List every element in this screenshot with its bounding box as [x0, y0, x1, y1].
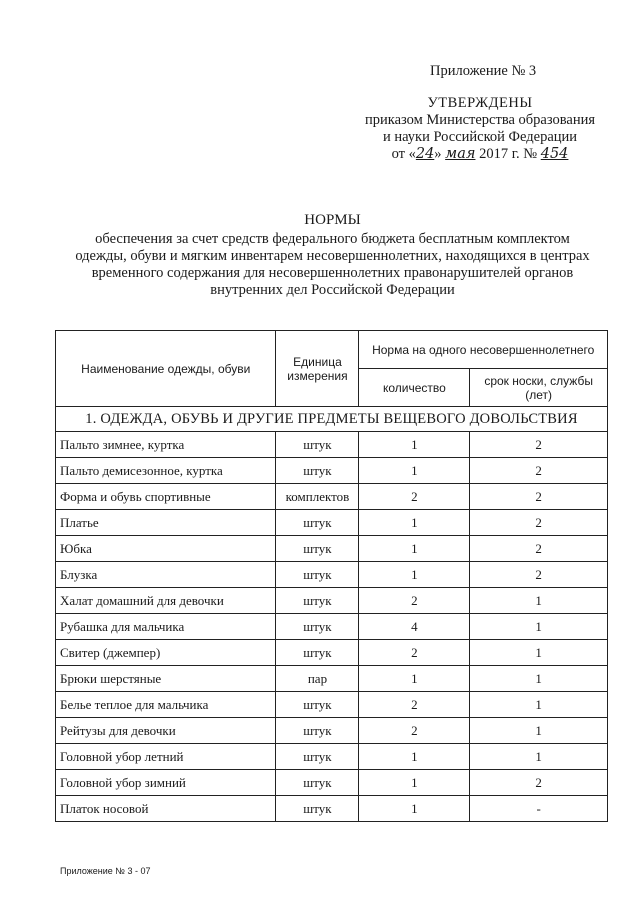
appendix-label: Приложение № 3 [430, 63, 537, 79]
item-term: 1 [470, 692, 608, 718]
item-quantity: 2 [359, 640, 470, 666]
item-term: 2 [470, 770, 608, 796]
item-quantity: 1 [359, 510, 470, 536]
table-row [56, 432, 608, 458]
item-unit: штук [276, 770, 359, 796]
item-unit: штук [276, 562, 359, 588]
item-unit: штук [276, 718, 359, 744]
item-quantity: 1 [359, 562, 470, 588]
document-title [40, 212, 625, 299]
item-name: Халат домашний для девочки [56, 588, 276, 614]
item-name: Белье теплое для мальчика [56, 692, 276, 718]
item-term: 1 [470, 614, 608, 640]
item-quantity: 1 [359, 796, 470, 822]
header-name: Наименование одежды, обуви [56, 331, 276, 407]
table-row [56, 510, 608, 536]
table-row [56, 484, 608, 510]
item-quantity: 1 [359, 744, 470, 770]
item-term: 1 [470, 718, 608, 744]
item-unit: штук [276, 458, 359, 484]
footer-label: Приложение № 3 - 07 [60, 866, 151, 876]
item-name: Юбка [56, 536, 276, 562]
table-row [56, 666, 608, 692]
title-line-2: одежды, обуви и мягким инвентарем несовершеннолетних, находящихся в центрах [75, 248, 590, 264]
item-name: Пальто зимнее, куртка [56, 432, 276, 458]
table-row [56, 796, 608, 822]
title-line-3: временного содержания для несовершеннолетних правонарушителей органов [91, 265, 574, 281]
table-row [56, 614, 608, 640]
table-body [56, 432, 608, 822]
date-mid: » [434, 146, 442, 162]
item-unit: штук [276, 432, 359, 458]
title-main: НОРМЫ [304, 212, 361, 228]
date-prefix: от « [391, 146, 416, 162]
table-row [56, 536, 608, 562]
item-term: 2 [470, 484, 608, 510]
header-unit: Единица измерения [276, 331, 359, 407]
item-name: Платье [56, 510, 276, 536]
item-term: 1 [470, 666, 608, 692]
table-row [56, 640, 608, 666]
approval-block [360, 95, 600, 163]
item-unit: штук [276, 640, 359, 666]
item-name: Пальто демисезонное, куртка [56, 458, 276, 484]
item-quantity: 2 [359, 484, 470, 510]
table-row [56, 588, 608, 614]
item-term: 1 [470, 744, 608, 770]
section-heading: 1. ОДЕЖДА, ОБУВЬ И ДРУГИЕ ПРЕДМЕТЫ ВЕЩЕВОГО ДОВОЛЬСТВИЯ [56, 407, 608, 432]
title-line-1: обеспечения за счет средств федерального бюджета бесплатным комплектом [95, 231, 570, 247]
title-line-4: внутренних дел Российской Федерации [210, 282, 455, 298]
item-name: Форма и обувь спортивные [56, 484, 276, 510]
item-term: - [470, 796, 608, 822]
item-quantity: 1 [359, 458, 470, 484]
norms-table [55, 330, 608, 822]
approved-heading: УТВЕРЖДЕНЫ [427, 95, 533, 111]
item-term: 2 [470, 562, 608, 588]
item-quantity: 1 [359, 666, 470, 692]
item-quantity: 2 [359, 692, 470, 718]
date-year: 2017 г. [479, 146, 520, 162]
item-unit: штук [276, 614, 359, 640]
item-unit: пар [276, 666, 359, 692]
item-name: Платок носовой [56, 796, 276, 822]
order-number: 454 [540, 146, 569, 162]
item-quantity: 2 [359, 588, 470, 614]
item-name: Брюки шерстяные [56, 666, 276, 692]
item-name: Рейтузы для девочки [56, 718, 276, 744]
item-term: 2 [470, 510, 608, 536]
item-unit: штук [276, 588, 359, 614]
item-name: Головной убор зимний [56, 770, 276, 796]
item-name: Свитер (джемпер) [56, 640, 276, 666]
item-unit: штук [276, 744, 359, 770]
item-unit: штук [276, 536, 359, 562]
header-norm: Норма на одного несовершеннолетнего [359, 331, 608, 369]
table-row [56, 744, 608, 770]
table-row [56, 692, 608, 718]
item-quantity: 1 [359, 770, 470, 796]
table-row [56, 770, 608, 796]
order-line-2: и науки Российской Федерации [382, 129, 578, 145]
item-term: 2 [470, 458, 608, 484]
order-line-1: приказом Министерства образования [364, 112, 596, 128]
item-unit: комплектов [276, 484, 359, 510]
item-name: Рубашка для мальчика [56, 614, 276, 640]
item-name: Блузка [56, 562, 276, 588]
header-term: срок носки, службы (лет) [470, 369, 608, 407]
item-unit: штук [276, 510, 359, 536]
item-quantity: 2 [359, 718, 470, 744]
number-label: № [523, 146, 538, 162]
date-month: мая [445, 146, 476, 162]
item-term: 1 [470, 640, 608, 666]
item-quantity: 1 [359, 432, 470, 458]
item-unit: штук [276, 692, 359, 718]
date-day: 24 [415, 146, 435, 162]
table-row [56, 718, 608, 744]
table-row [56, 562, 608, 588]
item-quantity: 1 [359, 536, 470, 562]
header-quantity: количество [359, 369, 470, 407]
item-name: Головной убор летний [56, 744, 276, 770]
item-term: 2 [470, 536, 608, 562]
item-term: 2 [470, 432, 608, 458]
item-quantity: 4 [359, 614, 470, 640]
item-term: 1 [470, 588, 608, 614]
order-date-line [360, 146, 600, 163]
table-row [56, 458, 608, 484]
item-unit: штук [276, 796, 359, 822]
